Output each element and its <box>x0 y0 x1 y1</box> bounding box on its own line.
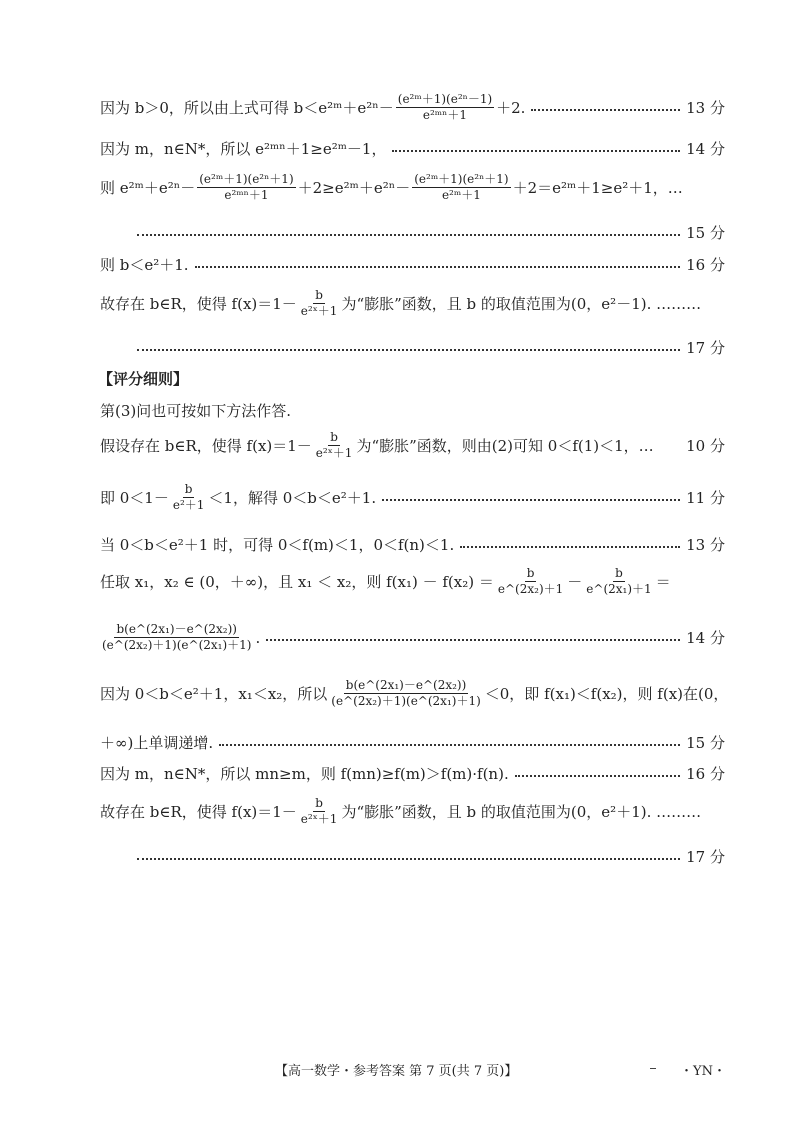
line-text: ＜0，即 f(x₁)＜f(x₂)，则 f(x)在(0， <box>484 685 729 703</box>
alt-line-13 <box>100 534 725 555</box>
line-text: ＋2. <box>496 99 526 117</box>
line-text: . <box>255 628 261 647</box>
line-text: ＋∞)上单调递增. <box>100 734 214 752</box>
alt-line-monotonic <box>100 678 729 709</box>
fraction: $\frac{\text{(e²ᵐ＋1)(e²ⁿ＋1)}}{\text{e²ᵐⁿ＋1}}$ <box>199 172 294 202</box>
fraction: $\frac{b}{\text{e²ˣ＋1}}$ <box>315 430 353 460</box>
leader-dots <box>382 499 680 501</box>
solution-line-14 <box>100 138 725 159</box>
score-label: 16 分 <box>686 256 725 274</box>
line-text: ＋2≥e²ᵐ＋e²ⁿ－ <box>297 179 411 197</box>
score-label: 14 分 <box>686 140 725 158</box>
line-text: 因为 m，n∈N*，所以 mn≥m，则 f(mn)≥f(m)＞f(m)·f(n). <box>100 765 509 783</box>
line-text: 当 0＜b＜e²＋1 时，可得 0＜f(m)＜1，0＜f(n)＜1. <box>100 536 455 554</box>
fraction: $\frac{\text{(e²ᵐ＋1)(e²ⁿ＋1)}}{\text{e²ᵐ＋1}}$ <box>414 172 509 202</box>
fraction: $\frac{b}{\text{e\textasciicircum{}(2x₁)＋1}}$ <box>586 566 652 596</box>
line-text: 因为 0＜b＜e²＋1，x₁＜x₂，所以 <box>100 685 328 703</box>
alt-line-15 <box>100 732 725 753</box>
line-text: 假设存在 b∈R，使得 f(x)＝1－ <box>100 437 312 455</box>
fraction: $\frac{b}{\text{e²＋1}}$ <box>172 482 205 512</box>
line-text: 即 0＜1－ <box>100 489 169 507</box>
line-text: ＋2＝e²ᵐ＋1≥e²＋1，… <box>512 179 683 197</box>
score-label: 13 分 <box>686 99 725 117</box>
fraction: $\frac{\text{(e²ᵐ＋1)(e²ⁿ－1)}}{\text{e²ᵐⁿ＋1}}$ <box>397 92 493 122</box>
fraction: $\frac{b}{\text{e²ˣ＋1}}$ <box>300 796 338 826</box>
intro-text: 第(3)问也可按如下方法作答. <box>100 402 292 420</box>
footer-code: ・YN・ <box>680 1064 726 1079</box>
line-text: 为“膨胀”函数，则由(2)可知 0＜f(1)＜1，… <box>356 437 654 455</box>
solution-line-17 <box>137 337 725 358</box>
fraction: $\frac{\text{b(e\textasciicircum{}(2x₁)－e\textasciicircum{}(2x₂))}}{\text{(e\textasciicircum{}(2x₂)＋1)(e\textasciicircum{}(2x₁)＋1)}}$ <box>331 678 481 708</box>
line-text: ＜1，解得 0＜b＜e²＋1. <box>208 489 377 507</box>
alt-line-11 <box>100 482 725 513</box>
line-text: 则 b＜e²＋1. <box>100 256 189 274</box>
score-label: 13 分 <box>686 536 725 554</box>
alt-line-16 <box>100 763 725 784</box>
leader-dots <box>137 349 680 351</box>
line-text: 因为 b＞0，所以由上式可得 b＜e²ᵐ＋e²ⁿ－ <box>100 99 394 117</box>
leader-dots <box>137 234 680 236</box>
line-text: 则 e²ᵐ＋e²ⁿ－ <box>100 179 196 197</box>
score-label: 10 分 <box>686 437 725 455</box>
line-text: 为“膨胀”函数，且 b 的取值范围为(0，e²＋1). ……… <box>341 803 702 821</box>
score-label: 15 分 <box>686 734 725 752</box>
score-label: 17 分 <box>686 848 725 866</box>
leader-dots <box>219 744 680 746</box>
footer-mark <box>650 1068 656 1069</box>
score-label: 11 分 <box>686 489 725 507</box>
line-text: 任取 x₁，x₂ ∈ (0，＋∞)，且 x₁ ＜ x₂，则 f(x₁) － f(x₂) ＝ <box>100 573 494 591</box>
line-text: ＝ <box>655 573 671 591</box>
solution-conclusion <box>100 288 725 319</box>
leader-dots <box>531 109 680 111</box>
footer-title: 【高一数学・参考答案 第 7 页(共 7 页)】 <box>275 1064 518 1079</box>
section-title: 【评分细则】 <box>98 370 189 388</box>
score-label: 15 分 <box>686 224 725 242</box>
fraction: $\frac{b}{\text{e\textasciicircum{}(2x₂)＋1}}$ <box>497 566 564 596</box>
line-text: 为“膨胀”函数，且 b 的取值范围为(0，e²－1). ……… <box>341 295 702 313</box>
fraction: $\frac{\text{b(e\textasciicircum{}(2x₁)－e\textasciicircum{}(2x₂))}}{\text{(e\textasciicircum{}(2x₂)＋1)(e\textasciicircum{}(2x₁)＋1)}}$ <box>102 622 252 652</box>
alt-line-17 <box>137 846 725 867</box>
leader-dots <box>515 775 680 777</box>
alt-conclusion <box>100 796 725 827</box>
score-label: 14 分 <box>686 629 725 647</box>
leader-dots <box>195 266 681 268</box>
solution-line-15 <box>137 222 725 243</box>
score-label: 16 分 <box>686 765 725 783</box>
solution-line-16 <box>100 254 725 275</box>
fraction: $\frac{b}{\text{e²ˣ＋1}}$ <box>300 288 338 318</box>
alt-line-difference <box>100 566 725 597</box>
leader-dots <box>392 150 680 152</box>
solution-line-inequality <box>100 172 725 203</box>
line-text: － <box>567 573 583 591</box>
score-label: 17 分 <box>686 339 725 357</box>
leader-dots <box>460 546 680 548</box>
line-text: 故存在 b∈R，使得 f(x)＝1－ <box>100 295 297 313</box>
alt-line-14 <box>100 622 725 653</box>
alt-line-10 <box>100 430 725 461</box>
leader-dots <box>137 858 680 860</box>
leader-dots <box>266 639 680 641</box>
line-text: 因为 m，n∈N*，所以 e²ᵐⁿ＋1≥e²ᵐ－1， <box>100 140 387 158</box>
line-text: 故存在 b∈R，使得 f(x)＝1－ <box>100 803 297 821</box>
solution-line-13 <box>100 92 725 123</box>
